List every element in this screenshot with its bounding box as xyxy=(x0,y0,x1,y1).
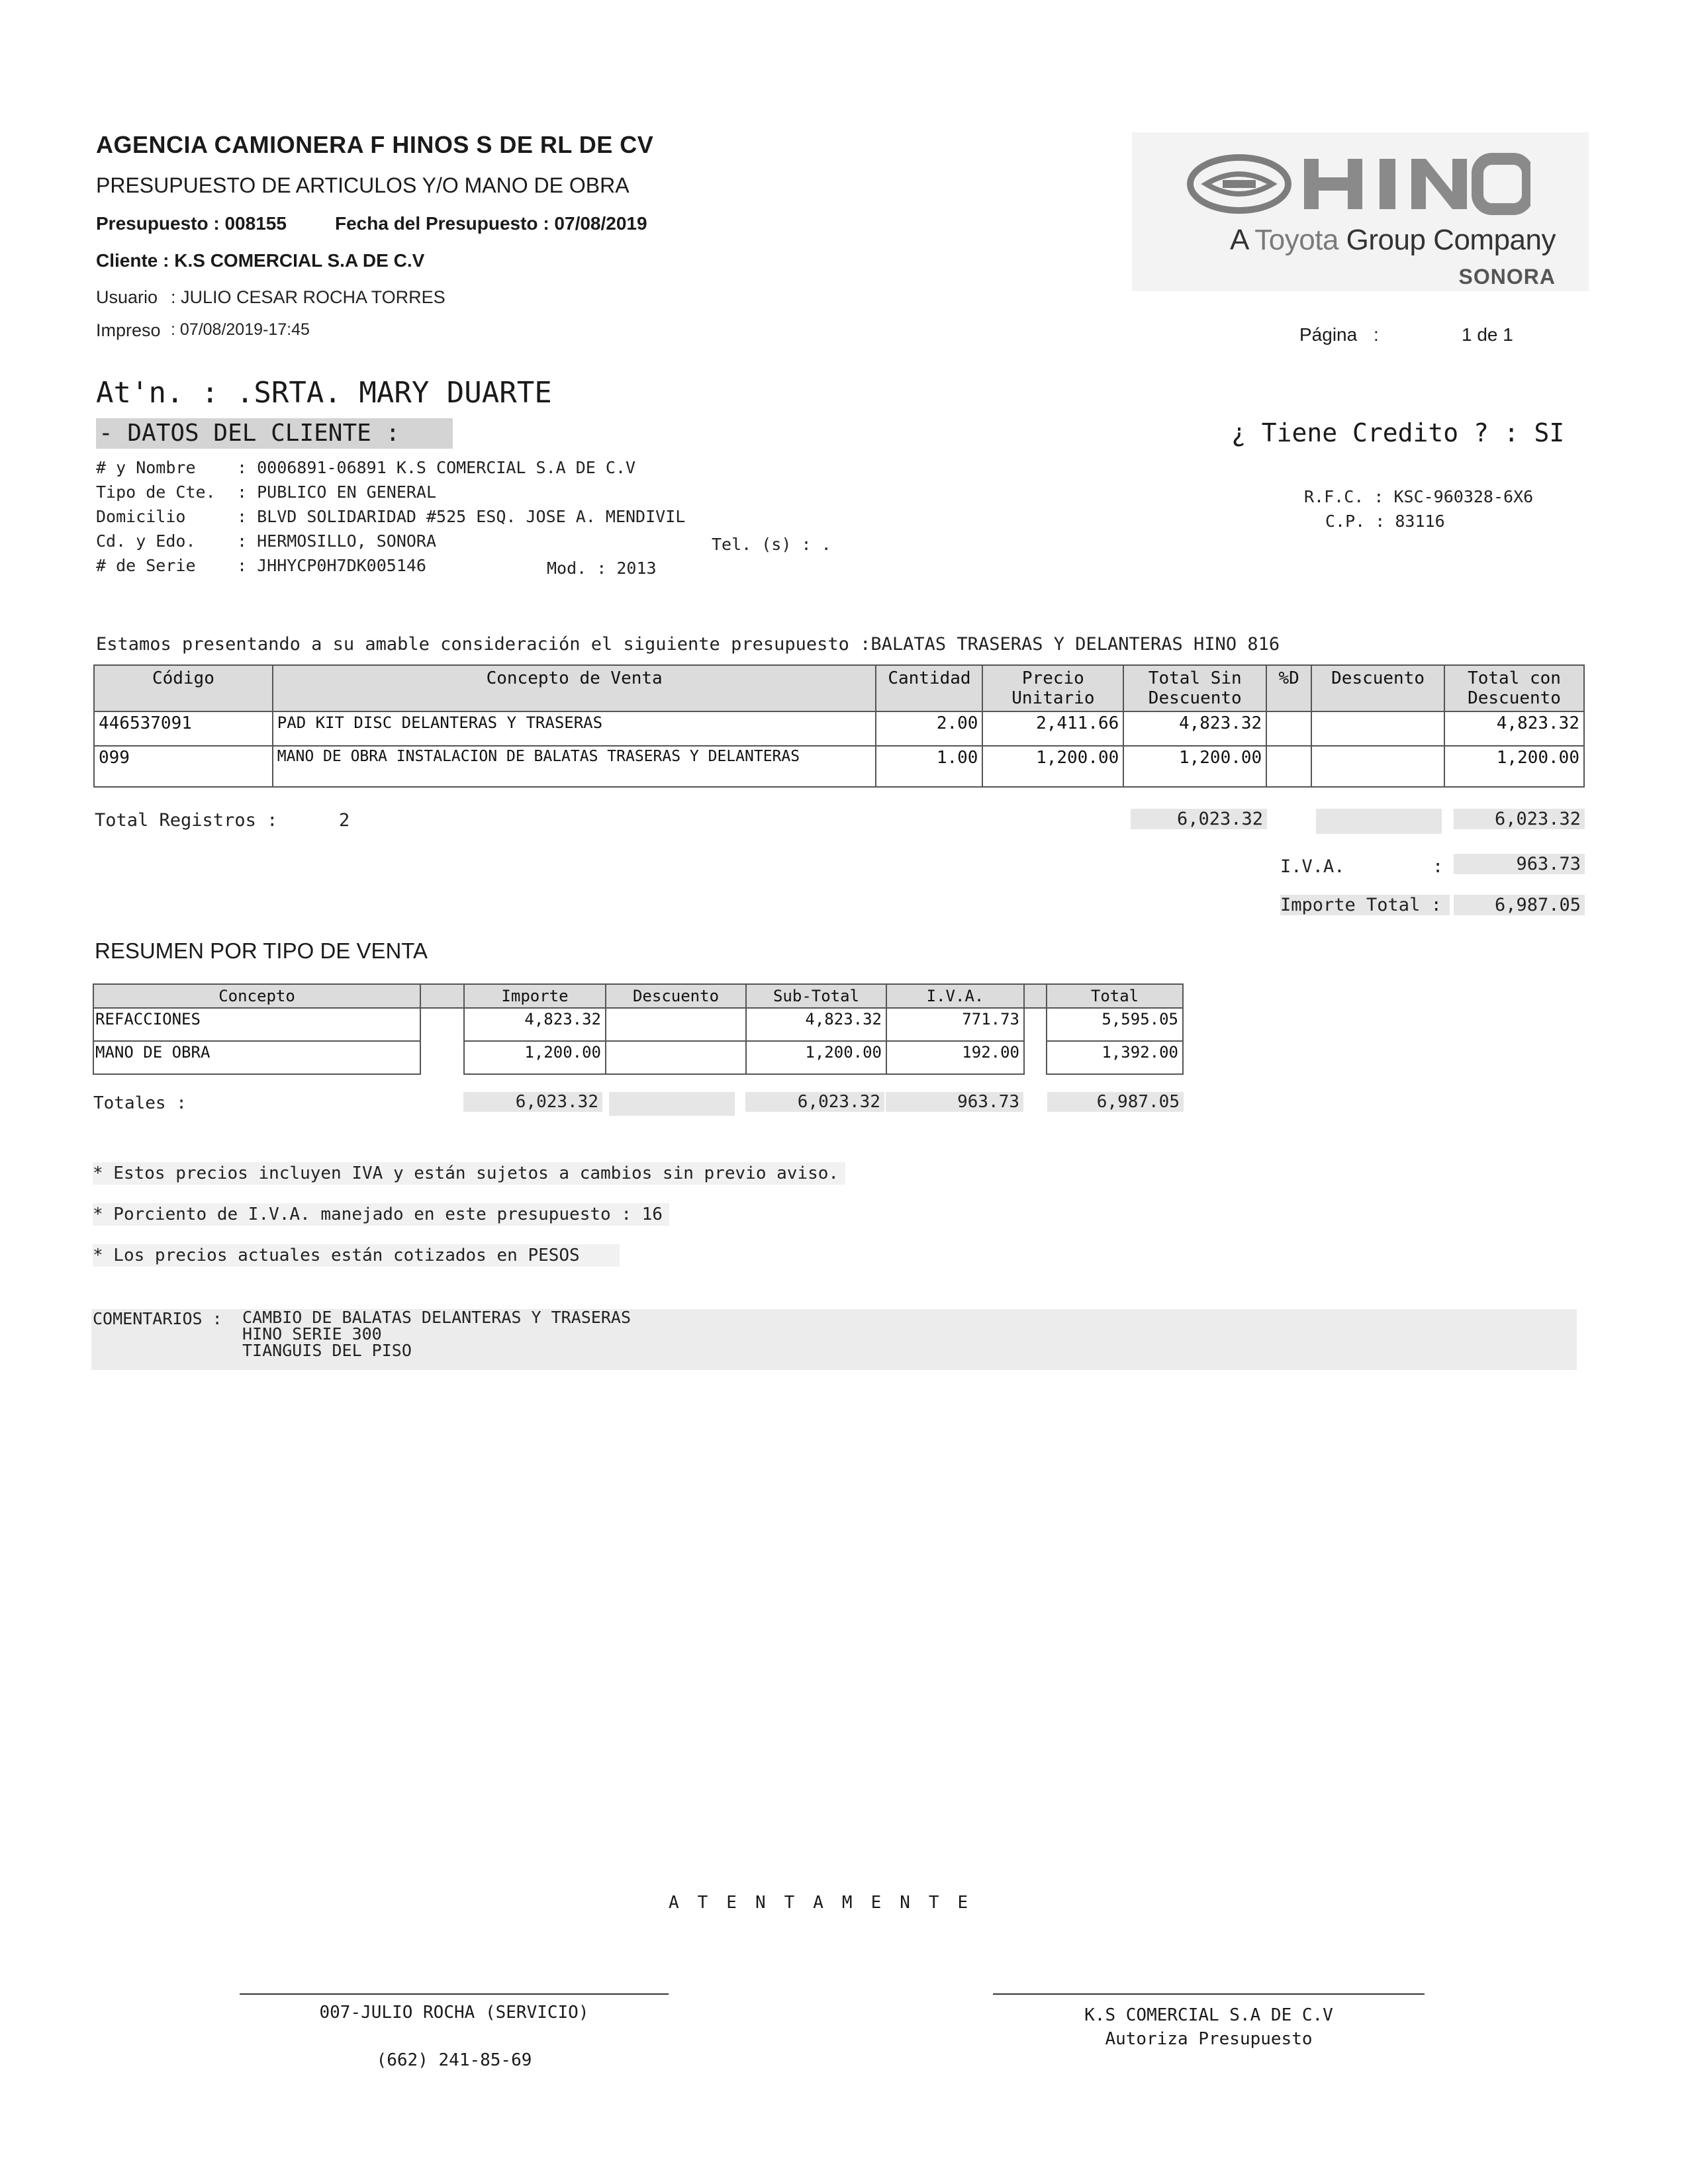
comment-line: CAMBIO DE BALATAS DELANTERAS Y TRASERAS xyxy=(242,1308,631,1327)
client-label-tipo: Tipo de Cte. xyxy=(96,482,216,502)
summary-col-concepto: Concepto xyxy=(93,984,420,1008)
item-unit-price: 2,411.66 xyxy=(982,711,1123,746)
iva-label: I.V.A. xyxy=(1280,856,1345,877)
summary-gap xyxy=(1024,984,1047,1008)
client-label-serie: # de Serie xyxy=(96,556,196,575)
total-records-label: Total Registros : xyxy=(95,810,278,831)
summary-total: 1,392.00 xyxy=(1047,1041,1183,1074)
col-concepto: Concepto de Venta xyxy=(273,665,876,711)
summary-subtotal: 1,200.00 xyxy=(746,1041,886,1074)
summary-table xyxy=(93,983,1184,1075)
item-qty: 2.00 xyxy=(876,711,982,746)
page-label: Página xyxy=(1299,324,1358,345)
client-tel: Tel. (s) : . xyxy=(712,535,831,554)
logo-tagline xyxy=(1230,224,1556,257)
item-total-no-discount: 4,823.32 xyxy=(1123,711,1266,746)
summary-total-iva: 963.73 xyxy=(886,1092,1023,1112)
company-name: AGENCIA CAMIONERA F HINOS S DE RL DE CV xyxy=(96,131,654,158)
item-discount-pct xyxy=(1266,711,1311,746)
impreso-label: Impreso xyxy=(96,320,161,340)
summary-subtotal: 4,823.32 xyxy=(746,1008,886,1041)
item-code: 099 xyxy=(94,746,273,787)
summary-title: RESUMEN POR TIPO DE VENTA xyxy=(95,938,428,963)
item-total-no-discount: 1,200.00 xyxy=(1123,746,1266,787)
right-signature-line xyxy=(993,1993,1425,1995)
note-iva-percent: * Porciento de I.V.A. manejado en este presupuesto : 16 xyxy=(93,1203,669,1226)
tagline-toyota: Toyota xyxy=(1254,224,1338,256)
item-discount xyxy=(1311,711,1444,746)
items-header-row xyxy=(94,665,1584,711)
left-signature-name: 007-JULIO ROCHA (SERVICIO) xyxy=(319,2003,589,2023)
item-concept: MANO DE OBRA INSTALACION DE BALATAS TRASERAS Y DELANTERAS xyxy=(273,746,876,787)
hino-wordmark-icon xyxy=(1186,151,1530,217)
table-row xyxy=(93,1008,1183,1041)
summary-total-subtotal: 6,023.32 xyxy=(745,1092,884,1112)
note-currency: * Los precios actuales están cotizados en PESOS xyxy=(93,1244,620,1267)
summary-totals-label: Totales : xyxy=(93,1093,187,1113)
item-concept: PAD KIT DISC DELANTERAS Y TRASERAS xyxy=(273,711,876,746)
page-sep: : xyxy=(1374,324,1379,345)
client-label-nombre: # y Nombre xyxy=(96,458,196,477)
table-row xyxy=(94,711,1584,746)
right-signature-name: K.S COMERCIAL S.A DE C.V xyxy=(1084,2005,1333,2025)
summary-descuento xyxy=(606,1008,746,1041)
total-records-value: 2 xyxy=(339,810,350,831)
summary-col-iva: I.V.A. xyxy=(886,984,1024,1008)
client-data-title: - DATOS DEL CLIENTE : xyxy=(96,418,453,449)
table-row xyxy=(94,746,1584,787)
iva-sep: : xyxy=(1432,856,1444,877)
discount-total-box xyxy=(1316,809,1442,834)
client-model: Mod. : 2013 xyxy=(547,559,657,578)
importe-total-value: 6,987.05 xyxy=(1454,895,1585,915)
client-value-domicilio: : BLVD SOLIDARIDAD #525 ESQ. JOSE A. MENDIVIL xyxy=(237,507,686,526)
usuario-label: Usuario xyxy=(96,287,158,307)
comment-line: HINO SERIE 300 xyxy=(242,1324,382,1343)
summary-header-row xyxy=(93,984,1183,1008)
client-value-nombre: : 0006891-06891 K.S COMERCIAL S.A DE C.V xyxy=(237,458,636,477)
summary-total-discount-box xyxy=(609,1092,735,1116)
iva-value: 963.73 xyxy=(1454,854,1585,874)
summary-concept: REFACCIONES xyxy=(93,1008,420,1041)
summary-gap xyxy=(420,984,464,1008)
col-total-sin-descuento: Total Sin Descuento xyxy=(1123,665,1266,711)
total-con-descuento: 6,023.32 xyxy=(1454,809,1585,829)
table-row xyxy=(93,1041,1183,1074)
left-signature-phone: (662) 241-85-69 xyxy=(376,2050,532,2070)
client-name-header: Cliente : K.S COMERCIAL S.A DE C.V xyxy=(96,250,425,271)
note-iva-included: * Estos precios incluyen IVA y están sujetos a cambios sin previo aviso. xyxy=(93,1162,845,1185)
client-rfc: R.F.C. : KSC-960328-6X6 xyxy=(1304,487,1534,506)
budget-intro: Estamos presentando a su amable consideración el siguiente presupuesto :BALATAS TRASERAS Y DELANTERAS HINO 816 xyxy=(96,634,1280,655)
tagline-rest: Group Company xyxy=(1346,224,1556,256)
item-discount xyxy=(1311,746,1444,787)
col-total-con-descuento: Total con Descuento xyxy=(1444,665,1584,711)
item-unit-price: 1,200.00 xyxy=(982,746,1123,787)
left-signature-line xyxy=(240,1993,669,1995)
summary-col-importe: Importe xyxy=(464,984,606,1008)
impreso-value: : 07/08/2019-17:45 xyxy=(171,320,310,339)
summary-importe: 4,823.32 xyxy=(464,1008,606,1041)
hino-logo xyxy=(1132,132,1589,291)
client-value-tipo: : PUBLICO EN GENERAL xyxy=(237,482,437,502)
credit-status: ¿ Tiene Credito ? : SI xyxy=(1231,418,1565,447)
client-value-serie: : JHHYCP0H7DK005146 xyxy=(237,556,426,575)
item-discount-pct xyxy=(1266,746,1311,787)
logo-region: SONORA xyxy=(1458,265,1556,289)
atentamente: ATENTAMENTE xyxy=(669,1893,987,1913)
summary-col-subtotal: Sub-Total xyxy=(746,984,886,1008)
col-porcentaje-descuento: %D xyxy=(1266,665,1311,711)
summary-concept: MANO DE OBRA xyxy=(93,1041,420,1074)
document-subtitle: PRESUPUESTO DE ARTICULOS Y/O MANO DE OBRA xyxy=(96,173,630,197)
tagline-prefix: A xyxy=(1229,224,1248,256)
summary-descuento xyxy=(606,1041,746,1074)
summary-importe: 1,200.00 xyxy=(464,1041,606,1074)
summary-gap xyxy=(1024,1008,1047,1041)
summary-col-descuento: Descuento xyxy=(606,984,746,1008)
summary-iva: 192.00 xyxy=(886,1041,1024,1074)
summary-total: 5,595.05 xyxy=(1047,1008,1183,1041)
summary-total-importe: 6,023.32 xyxy=(463,1092,602,1112)
summary-gap xyxy=(1024,1041,1047,1074)
item-total-discount: 4,823.32 xyxy=(1444,711,1584,746)
col-codigo: Código xyxy=(94,665,273,711)
comments-text xyxy=(242,1309,631,1359)
right-signature-note: Autoriza Presupuesto xyxy=(1105,2029,1313,2049)
usuario-value: : JULIO CESAR ROCHA TORRES xyxy=(171,287,445,307)
importe-total-label: Importe Total : xyxy=(1280,895,1450,915)
summary-gap xyxy=(420,1041,464,1074)
summary-iva: 771.73 xyxy=(886,1008,1024,1041)
client-value-ciudad: : HERMOSILLO, SONORA xyxy=(237,531,437,551)
attention-line: At'n. : .SRTA. MARY DUARTE xyxy=(96,376,552,410)
budget-number: Presupuesto : 008155 xyxy=(96,213,287,234)
summary-col-total: Total xyxy=(1047,984,1183,1008)
col-descuento: Descuento xyxy=(1311,665,1444,711)
client-label-domicilio: Domicilio xyxy=(96,507,186,526)
summary-total-total: 6,987.05 xyxy=(1047,1092,1184,1112)
total-sin-descuento: 6,023.32 xyxy=(1131,809,1267,829)
items-table xyxy=(93,664,1585,788)
client-label-ciudad: Cd. y Edo. xyxy=(96,531,196,551)
item-qty: 1.00 xyxy=(876,746,982,787)
client-cp: C.P. : 83116 xyxy=(1325,512,1445,531)
comments-label: COMENTARIOS : xyxy=(93,1309,222,1328)
comment-line: TIANGUIS DEL PISO xyxy=(242,1341,412,1360)
col-precio-unitario: Precio Unitario xyxy=(982,665,1123,711)
budget-date: Fecha del Presupuesto : 07/08/2019 xyxy=(335,213,647,234)
page-number: 1 de 1 xyxy=(1462,324,1513,345)
col-cantidad: Cantidad xyxy=(876,665,982,711)
summary-gap xyxy=(420,1008,464,1041)
item-total-discount: 1,200.00 xyxy=(1444,746,1584,787)
item-code: 446537091 xyxy=(94,711,273,746)
